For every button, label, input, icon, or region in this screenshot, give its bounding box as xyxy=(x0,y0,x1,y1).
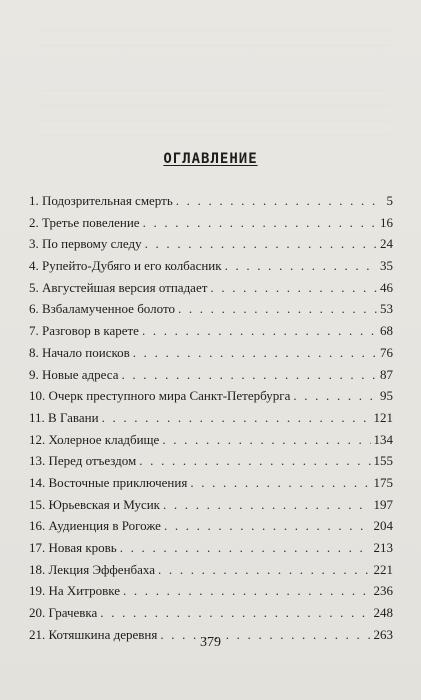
toc-entry xyxy=(29,385,393,407)
toc-entry xyxy=(29,429,393,451)
toc-entry-title: 14. Восточные приключения xyxy=(29,474,188,490)
toc-entry-title: 21. Котяшкина деревня xyxy=(29,626,158,642)
dot-leader xyxy=(293,385,377,407)
dot-leader xyxy=(102,407,371,429)
toc-entry-title: 7. Разговор в карете xyxy=(29,323,139,339)
toc-entry-title: 8. Начало поисков xyxy=(29,344,130,360)
toc-entry-title: 6. Взбаламученное болото xyxy=(29,301,175,317)
toc-entry xyxy=(29,277,393,299)
contents-heading: ОГЛАВЛЕНИЕ xyxy=(163,151,258,167)
toc-entry-page: 236 xyxy=(373,583,393,599)
toc-entry-page: 5 xyxy=(386,193,393,208)
toc-entry-title: 12. Холерное кладбище xyxy=(29,431,160,447)
toc-entry-page: 248 xyxy=(373,605,393,621)
toc-entry xyxy=(29,472,393,494)
toc-entry xyxy=(29,515,393,537)
dot-leader xyxy=(162,429,370,451)
toc-entry-page: 35 xyxy=(380,258,393,274)
toc-entry-page: 204 xyxy=(373,518,393,534)
toc-entry-title: 1. Подозрительная смерть xyxy=(29,193,173,208)
toc-entry xyxy=(29,233,393,255)
toc-entry xyxy=(29,255,393,277)
toc-entry-page: 221 xyxy=(373,561,393,577)
dot-leader xyxy=(143,212,377,234)
toc-entry-title: 3. По первому следу xyxy=(29,236,142,252)
toc-entry xyxy=(29,559,393,581)
dot-leader xyxy=(176,190,382,212)
toc-entry xyxy=(29,342,393,364)
toc-entry-page: 16 xyxy=(380,214,393,230)
dot-leader xyxy=(145,233,377,255)
dot-leader xyxy=(178,298,377,320)
dot-leader xyxy=(163,494,371,516)
dot-leader xyxy=(142,320,377,342)
toc-entry-page: 175 xyxy=(373,474,393,490)
table-of-contents xyxy=(29,190,393,645)
toc-entry-title: 18. Лекция Эффенбаха xyxy=(29,561,156,577)
toc-entry xyxy=(29,407,393,429)
toc-entry xyxy=(29,537,393,559)
show-through-text xyxy=(40,30,390,150)
toc-entry xyxy=(29,320,393,342)
dot-leader xyxy=(120,537,371,559)
toc-entry-title: 15. Юрьевская и Мусик xyxy=(29,496,160,512)
toc-entry-title: 4. Рупейто-Дубяго и его колбасник xyxy=(29,258,222,274)
toc-entry-page: 95 xyxy=(380,388,393,404)
toc-entry-title: 20. Грачевка xyxy=(29,605,98,621)
dot-leader xyxy=(210,277,377,299)
toc-entry xyxy=(29,298,393,320)
toc-entry-title: 13. Перед отъездом xyxy=(29,453,137,469)
toc-entry-page: 68 xyxy=(380,323,393,339)
toc-entry-title: 11. В Гавани xyxy=(29,409,99,425)
toc-entry-page: 46 xyxy=(380,279,393,295)
dot-leader xyxy=(139,450,370,472)
toc-entry-page: 87 xyxy=(380,366,393,382)
toc-entry-title: 17. Новая кровь xyxy=(29,540,117,555)
dot-leader xyxy=(133,342,377,364)
toc-entry-page: 197 xyxy=(373,496,393,512)
toc-entry-page: 263 xyxy=(373,626,393,642)
toc-entry-title: 5. Августейшая версия отпадает xyxy=(29,279,208,295)
toc-entry xyxy=(29,190,393,212)
dot-leader xyxy=(164,515,371,537)
toc-entry-page: 121 xyxy=(373,409,393,425)
toc-entry xyxy=(29,602,393,624)
toc-entry-title: 2. Третье повеление xyxy=(29,214,140,230)
toc-entry-title: 9. Новые адреса xyxy=(29,366,119,382)
toc-entry-page: 213 xyxy=(373,540,393,555)
toc-entry xyxy=(29,212,393,234)
toc-entry xyxy=(29,450,393,472)
toc-entry xyxy=(29,494,393,516)
dot-leader xyxy=(100,602,370,624)
toc-entry-page: 134 xyxy=(373,431,393,447)
toc-entry-title: 19. На Хитровке xyxy=(29,583,120,599)
toc-entry-title: 16. Аудиенция в Рогоже xyxy=(29,518,161,534)
toc-entry-page: 53 xyxy=(380,301,393,317)
dot-leader xyxy=(123,580,371,602)
toc-entry-page: 24 xyxy=(380,236,393,252)
dot-leader xyxy=(121,364,377,386)
dot-leader xyxy=(158,559,370,581)
toc-entry xyxy=(29,580,393,602)
toc-entry-title: 10. Очерк преступного мира Санкт-Петербурга xyxy=(29,388,291,404)
dot-leader xyxy=(225,255,377,277)
dot-leader xyxy=(190,472,370,494)
page-number: 379 xyxy=(200,635,221,650)
toc-entry-page: 76 xyxy=(380,344,393,360)
toc-entry xyxy=(29,364,393,386)
toc-entry-page: 155 xyxy=(373,453,393,469)
